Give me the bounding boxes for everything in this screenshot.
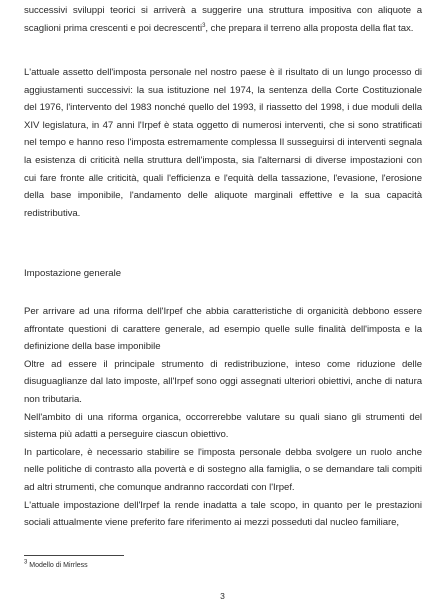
section-heading: Impostazione generale (24, 268, 122, 279)
page-number: 3 (220, 591, 225, 601)
footnote-number: 3 (24, 559, 28, 566)
footnote-text: Modello di Mirrless (29, 562, 88, 569)
paragraph-2: Per arrivare ad una riforma dell'Irpef che abbia caratteristiche di organicità debbono essere affrontate questioni di carattere generale, ad esempio quelle sulle finalità dell'imposta e la definizione della base imponibile (24, 306, 422, 353)
paragraph-6: L'attuale impostazione dell'Irpef la rende inadatta a tale scopo, in quanto per le prestazioni sociali attualmente viene preferito fare riferimento ai mezzi posseduti dal nucleo familiare, (24, 499, 422, 529)
lead-paragraph-text-after: , che prepara il terreno alla proposta della flat tax. (205, 22, 414, 34)
paragraph-irpef-history (24, 64, 422, 222)
lead-paragraph (24, 2, 422, 37)
footnote (24, 561, 88, 570)
paragraph-3: Oltre ad essere il principale strumento di redistribuzione, inteso come riduzione delle disuguaglianze dal lato imposte, all'Irpef sono oggi assegnati ulteriori obiettivi, anche di natura non tributaria. (24, 358, 422, 405)
footnote-divider (24, 555, 124, 556)
paragraph-1: L'attuale assetto dell'imposta personale nel nostro paese è il risultato di un lungo processo di aggiustamenti successivi: la sua istituzione nel 1974, la sentenza della Corte Costituzionale del 1976, l'intervento del 1983 nonché quello del 1993, il riassetto del 1998, i due moduli della XIV legislatura, in 47 anni l'Irpef è stata oggetto di numerosi interventi, che si sono stratificati nel tempo e hanno reso l'imposta estremamente complessa Il susseguirsi di interventi segnala la esistenza di criticità nella struttura dell'imposta, sia l'alternarsi di diverse impostazioni con cui fare fronte alle criticità, quali l'efficienza e l'equità della tassazione, l'evasione, l'erosione della base imponibile, l'andamento delle aliquote marginali effettive e la sua capacità redistributiva. (24, 67, 422, 219)
section-body (24, 303, 422, 532)
paragraph-5: In particolare, è necessario stabilire se l'imposta personale debba svolgere un ruolo anche nelle politiche di contrasto alla povertà e di sostegno alla famiglia, o se demandare tali compiti ad altri strumenti, che comunque andranno raccordati con l'Irpef. (24, 446, 422, 493)
paragraph-4: Nell'ambito di una riforma organica, occorrerebbe valutare su quali siano gli strumenti del sistema più adatti a perseguire ciascun obiettivo. (24, 411, 422, 441)
footnote-reference: 3 (202, 22, 206, 29)
lead-paragraph-text: successivi sviluppi teorici si arriverà a suggerire una struttura impositiva con aliquote a scaglioni prima crescenti e poi decrescenti (24, 5, 422, 34)
